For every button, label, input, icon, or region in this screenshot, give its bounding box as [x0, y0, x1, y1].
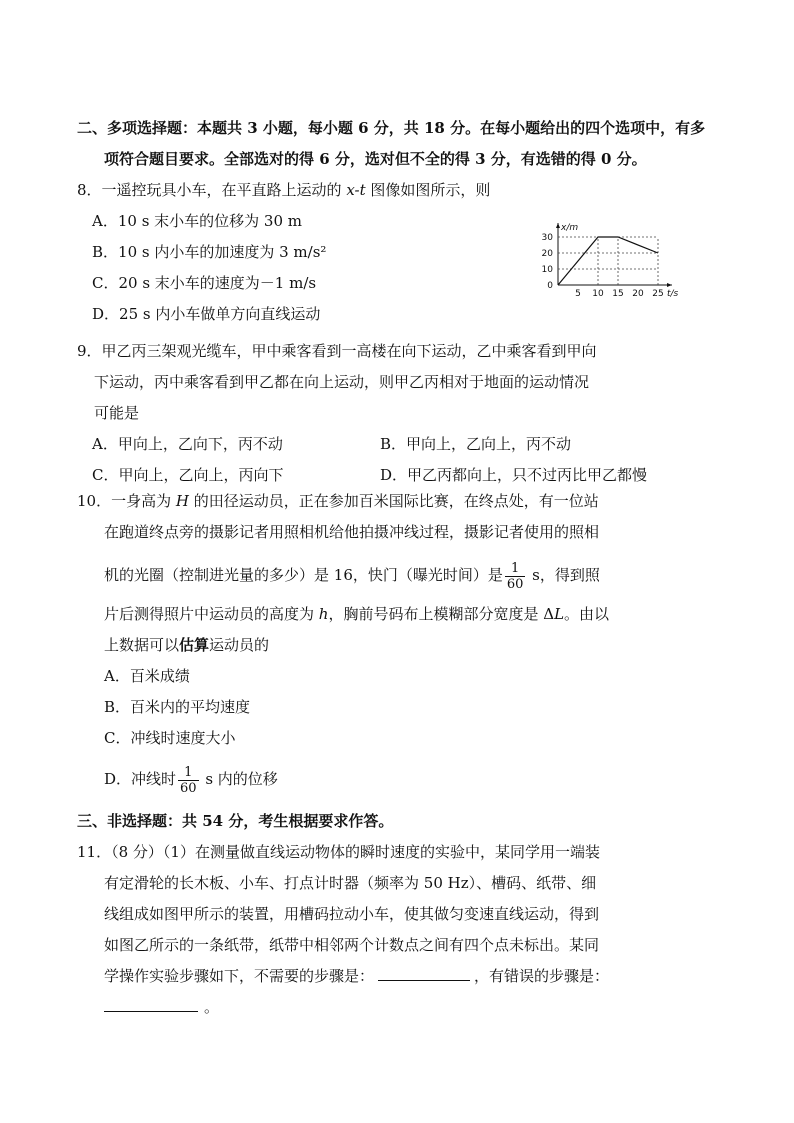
- x-tick-label-10: 10: [592, 289, 604, 299]
- y-tick-label-20: 20: [541, 249, 553, 259]
- q10-frac-den: 60: [506, 576, 524, 592]
- y-axis-arrow: [556, 223, 560, 228]
- q8-stem: [77, 180, 490, 200]
- x-tick-label-15: 15: [612, 289, 624, 299]
- q11-line5-b: ，有错误的步骤是：: [474, 967, 610, 985]
- q11-stem-line3: 线组成如图甲所示的装置，用槽码拉动小车，使其做匀变速直线运动，得到: [104, 905, 600, 923]
- x-tick-label-25: 25: [652, 289, 664, 299]
- y-tick-label-30: 30: [541, 233, 553, 243]
- q11-stem-line4: 如图乙所示的一条纸带，纸带中相邻两个计数点之间有四个点未标出。某同: [104, 936, 600, 954]
- y-axis-label: x/m: [561, 223, 579, 233]
- q9-option-d: D．甲乙丙都向上，只不过丙比甲乙都慢: [380, 466, 648, 484]
- q10-line1-a: 10．一身高为: [77, 492, 176, 510]
- q9-stem-line2: 下运动，丙中乘客看到甲乙都在向上运动，则甲乙丙相对于地面的运动情况: [94, 373, 590, 391]
- y-tick-label-0: 0: [547, 281, 553, 291]
- q11-answer-blank-wrong[interactable]: [104, 997, 198, 1012]
- q10-optD-frac-num: 1: [178, 765, 199, 781]
- q10-line5-b: 运动员的: [209, 636, 270, 654]
- q8-option-a: A．10 s 末小车的位移为 30 m: [92, 212, 303, 230]
- xt-series-line: [558, 237, 658, 285]
- q10-frac-num: 1: [505, 561, 526, 577]
- q10-stem-line5: [104, 635, 269, 655]
- q10-option-b: B．百米内的平均速度: [104, 698, 251, 716]
- q9-option-c: C．甲向上，乙向上，丙向下: [92, 466, 284, 484]
- x-tick-label-5: 5: [575, 289, 581, 299]
- q10-option-d: [104, 760, 278, 798]
- q11-stem-line1: 11．（8 分）（1）在测量做直线运动物体的瞬时速度的实验中，某同学用一端装: [77, 843, 600, 861]
- q10-line4-b: ，胸前号码布上模糊部分宽度是 Δ: [328, 605, 555, 623]
- q8-stem-a: 8．一遥控玩具小车，在平直路上运动的: [77, 181, 347, 199]
- xt-graph: [530, 213, 690, 301]
- q10-line4-a: 片后测得照片中运动员的高度为: [104, 605, 319, 623]
- q11-line5-a: 学操作实验步骤如下，不需要的步骤是：: [104, 967, 375, 985]
- section2-heading: [77, 118, 705, 138]
- q9-option-b: B．甲向上，乙向上，丙不动: [380, 435, 572, 453]
- section2-instructions: 项符合题目要求。全部选对的得 6 分，选对但不全的得 3 分，有选错的得 0 分。: [104, 150, 647, 168]
- q10-line4-c: 。由以: [564, 605, 610, 623]
- q8-stem-var: x-t: [346, 181, 366, 199]
- q10-line4-var: h: [318, 605, 329, 623]
- q11-stem-line6: [104, 997, 219, 1017]
- q10-line1-var: H: [175, 492, 189, 510]
- q10-optD-b: s 内的位移: [200, 770, 278, 788]
- section2-heading-a: 二、多项选择题：本题共 3 小题，每小题 6 分，共 18 分。: [77, 119, 481, 137]
- q10-stem-line4: [104, 604, 609, 624]
- q10-line5-bold: 估算: [179, 636, 210, 654]
- q8-option-c: C．20 s 末小车的速度为－1 m/s: [92, 274, 317, 292]
- q10-exposure-fraction: [505, 561, 526, 592]
- q10-optD-frac-den: 60: [180, 780, 197, 796]
- q10-line3-b: s，得到照: [527, 566, 600, 584]
- q10-stem-line1: [77, 491, 599, 511]
- q10-optD-fraction: [178, 765, 199, 796]
- section3-heading: 三、非选择题：共 54 分，考生根据要求作答。: [77, 812, 394, 830]
- q10-line5-a: 上数据可以: [104, 636, 180, 654]
- q11-stem-line2: 有定滑轮的长木板、小车、打点计时器（频率为 50 Hz）、槽码、纸带、细: [104, 874, 597, 892]
- q10-option-c: C．冲线时速度大小: [104, 729, 236, 747]
- q10-stem-line3: [104, 556, 600, 594]
- q10-line4-var2: L: [554, 605, 565, 623]
- q9-stem-line3: 可能是: [94, 404, 140, 422]
- x-axis-label: t/s: [667, 289, 679, 299]
- q8-option-b: B．10 s 内小车的加速度为 3 m/s²: [92, 243, 327, 261]
- q9-option-a: A．甲向上，乙向下，丙不动: [92, 435, 283, 453]
- q8-option-d: D．25 s 内小车做单方向直线运动: [92, 305, 321, 323]
- q11-line6-end: 。: [204, 998, 220, 1016]
- q9-stem-line1: 9．甲乙丙三架观光缆车，甲中乘客看到一高楼在向下运动，乙中乘客看到甲向: [77, 342, 597, 360]
- q10-stem-line2: 在跑道终点旁的摄影记者用照相机给他拍摄冲线过程，摄影记者使用的照相: [104, 523, 600, 541]
- q11-answer-blank-unneeded[interactable]: [378, 966, 470, 981]
- q11-stem-line5: [104, 966, 609, 986]
- y-tick-label-10: 10: [541, 265, 553, 275]
- q8-stem-b: 图像如图所示，则: [365, 181, 491, 199]
- section2-heading-b: 在每小题给出的四个选项中，有多: [480, 119, 706, 137]
- q10-line1-b: 的田径运动员，正在参加百米国际比赛，在终点处，有一位站: [188, 492, 599, 510]
- q10-option-a: A．百米成绩: [104, 667, 190, 685]
- x-axis-arrow: [667, 283, 672, 287]
- q10-optD-a: D．冲线时: [104, 770, 177, 788]
- x-tick-label-20: 20: [632, 289, 644, 299]
- q10-line3-a: 机的光圈（控制进光量的多少）是 16，快门（曝光时间）是: [104, 566, 503, 584]
